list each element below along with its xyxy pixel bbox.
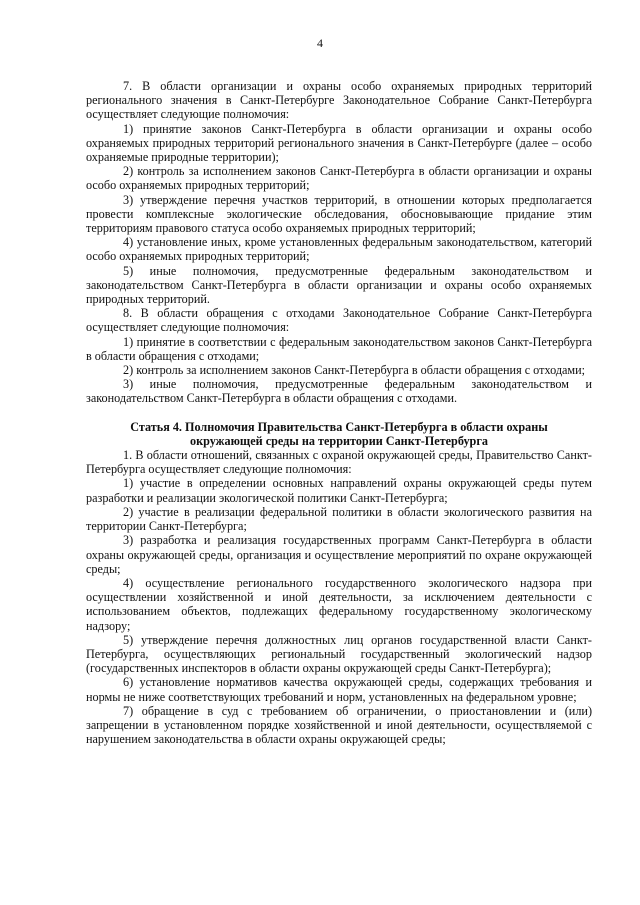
article-4-intro: 1. В области отношений, связанных с охраной окружающей среды, Правительство Санкт-Петербурга осуществляет следующие полномочия:: [86, 448, 592, 477]
section-7-item-1: 1) принятие законов Санкт-Петербурга в области организации и охраны особо охраняемых природных территорий регионального значения в Санкт-Петербурге (далее – особо охраняемые природные территории);: [86, 121, 592, 165]
article-4-item-7: 7) обращение в суд с требованием об ограничении, о приостановлении и (или) запрещении в установленном порядке хозяйственной и иной деятельности, осуществляемой с нарушением законодательства в области охраны окружающей среды;: [86, 703, 592, 747]
section-7-item-5: 5) иные полномочия, предусмотренные федеральным законодательством и законодательством Санкт-Петербурга в области организации и охраны особо охраняемых природных территорий.: [86, 263, 592, 307]
article-4-body: [86, 448, 592, 746]
section-7-item-3: 3) утверждение перечня участков территорий, в отношении которых предполагается провести комплексные экологические обследования, обосновывающие придание этим территориям правового статуса особо охраняемых природных территорий;: [86, 192, 592, 236]
section-8-item-2: 2) контроль за исполнением законов Санкт-Петербурга в области обращения с отходами;: [123, 363, 586, 378]
article-4-item-5: 5) утверждение перечня должностных лиц органов государственной власти Санкт-Петербурга, осуществляющих региональный государственный экологический надзор (государственных инспекторов в области охраны окружающей среды Санкт-Петербурга);: [86, 632, 592, 676]
page-number: 4: [317, 36, 323, 50]
article-4-item-2: 2) участие в реализации федеральной политики в области экологического развития на территории Санкт-Петербурга;: [86, 504, 592, 534]
section-7-8-block: [86, 79, 592, 406]
section-7-item-2: 2) контроль за исполнением законов Санкт-Петербурга в области организации и охраны особо охраняемых природных территорий;: [86, 164, 592, 193]
section-7-intro: 7. В области организации и охраны особо охраняемых природных территорий регионального значения в Санкт-Петербурге Законодательное Собрание Санкт-Петербурга осуществляет следующие полномочия:: [86, 79, 592, 122]
page-body: [86, 79, 592, 746]
section-8-intro: 8. В области обращения с отходами Законодательное Собрание Санкт-Петербурга осуществляет следующие полномочия:: [86, 306, 592, 335]
section-7-item-4: 4) установление иных, кроме установленных федеральным законодательством, категорий особо охраняемых природных территорий;: [86, 235, 592, 264]
article-4-item-6: 6) установление нормативов качества окружающей среды, содержащих требования и нормы не ниже соответствующих требований и норм, установленных на федеральном уровне;: [86, 675, 592, 704]
section-8-item-3: 3) иные полномочия, предусмотренные федеральным законодательством и законодательством Санкт-Петербурга в области обращения с отходами.: [86, 377, 592, 406]
article-4-title: Статья 4. Полномочия Правительства Санкт-Петербурга в области охраны окружающей среды на территории Санкт-Петербурга: [130, 419, 548, 448]
section-8-item-1: 1) принятие в соответствии с федеральным законодательством законов Санкт-Петербурга в области обращения с отходами;: [86, 334, 592, 363]
article-4-item-3: 3) разработка и реализация государственных программ Санкт-Петербурга в области охраны окружающей среды, организация и осуществление мероприятий по охране окружающей среды;: [86, 533, 592, 576]
article-4-item-4: 4) осуществление регионального государственного экологического надзора при осуществлении хозяйственной и иной деятельности, за исключением деятельности с использованием объектов, подлежащих федеральному государственному экологическому надзору;: [86, 575, 592, 633]
article-4-item-1: 1) участие в определении основных направлений охраны окружающей среды путем разработки и реализации экологической политики Санкт-Петербурга;: [86, 476, 592, 505]
